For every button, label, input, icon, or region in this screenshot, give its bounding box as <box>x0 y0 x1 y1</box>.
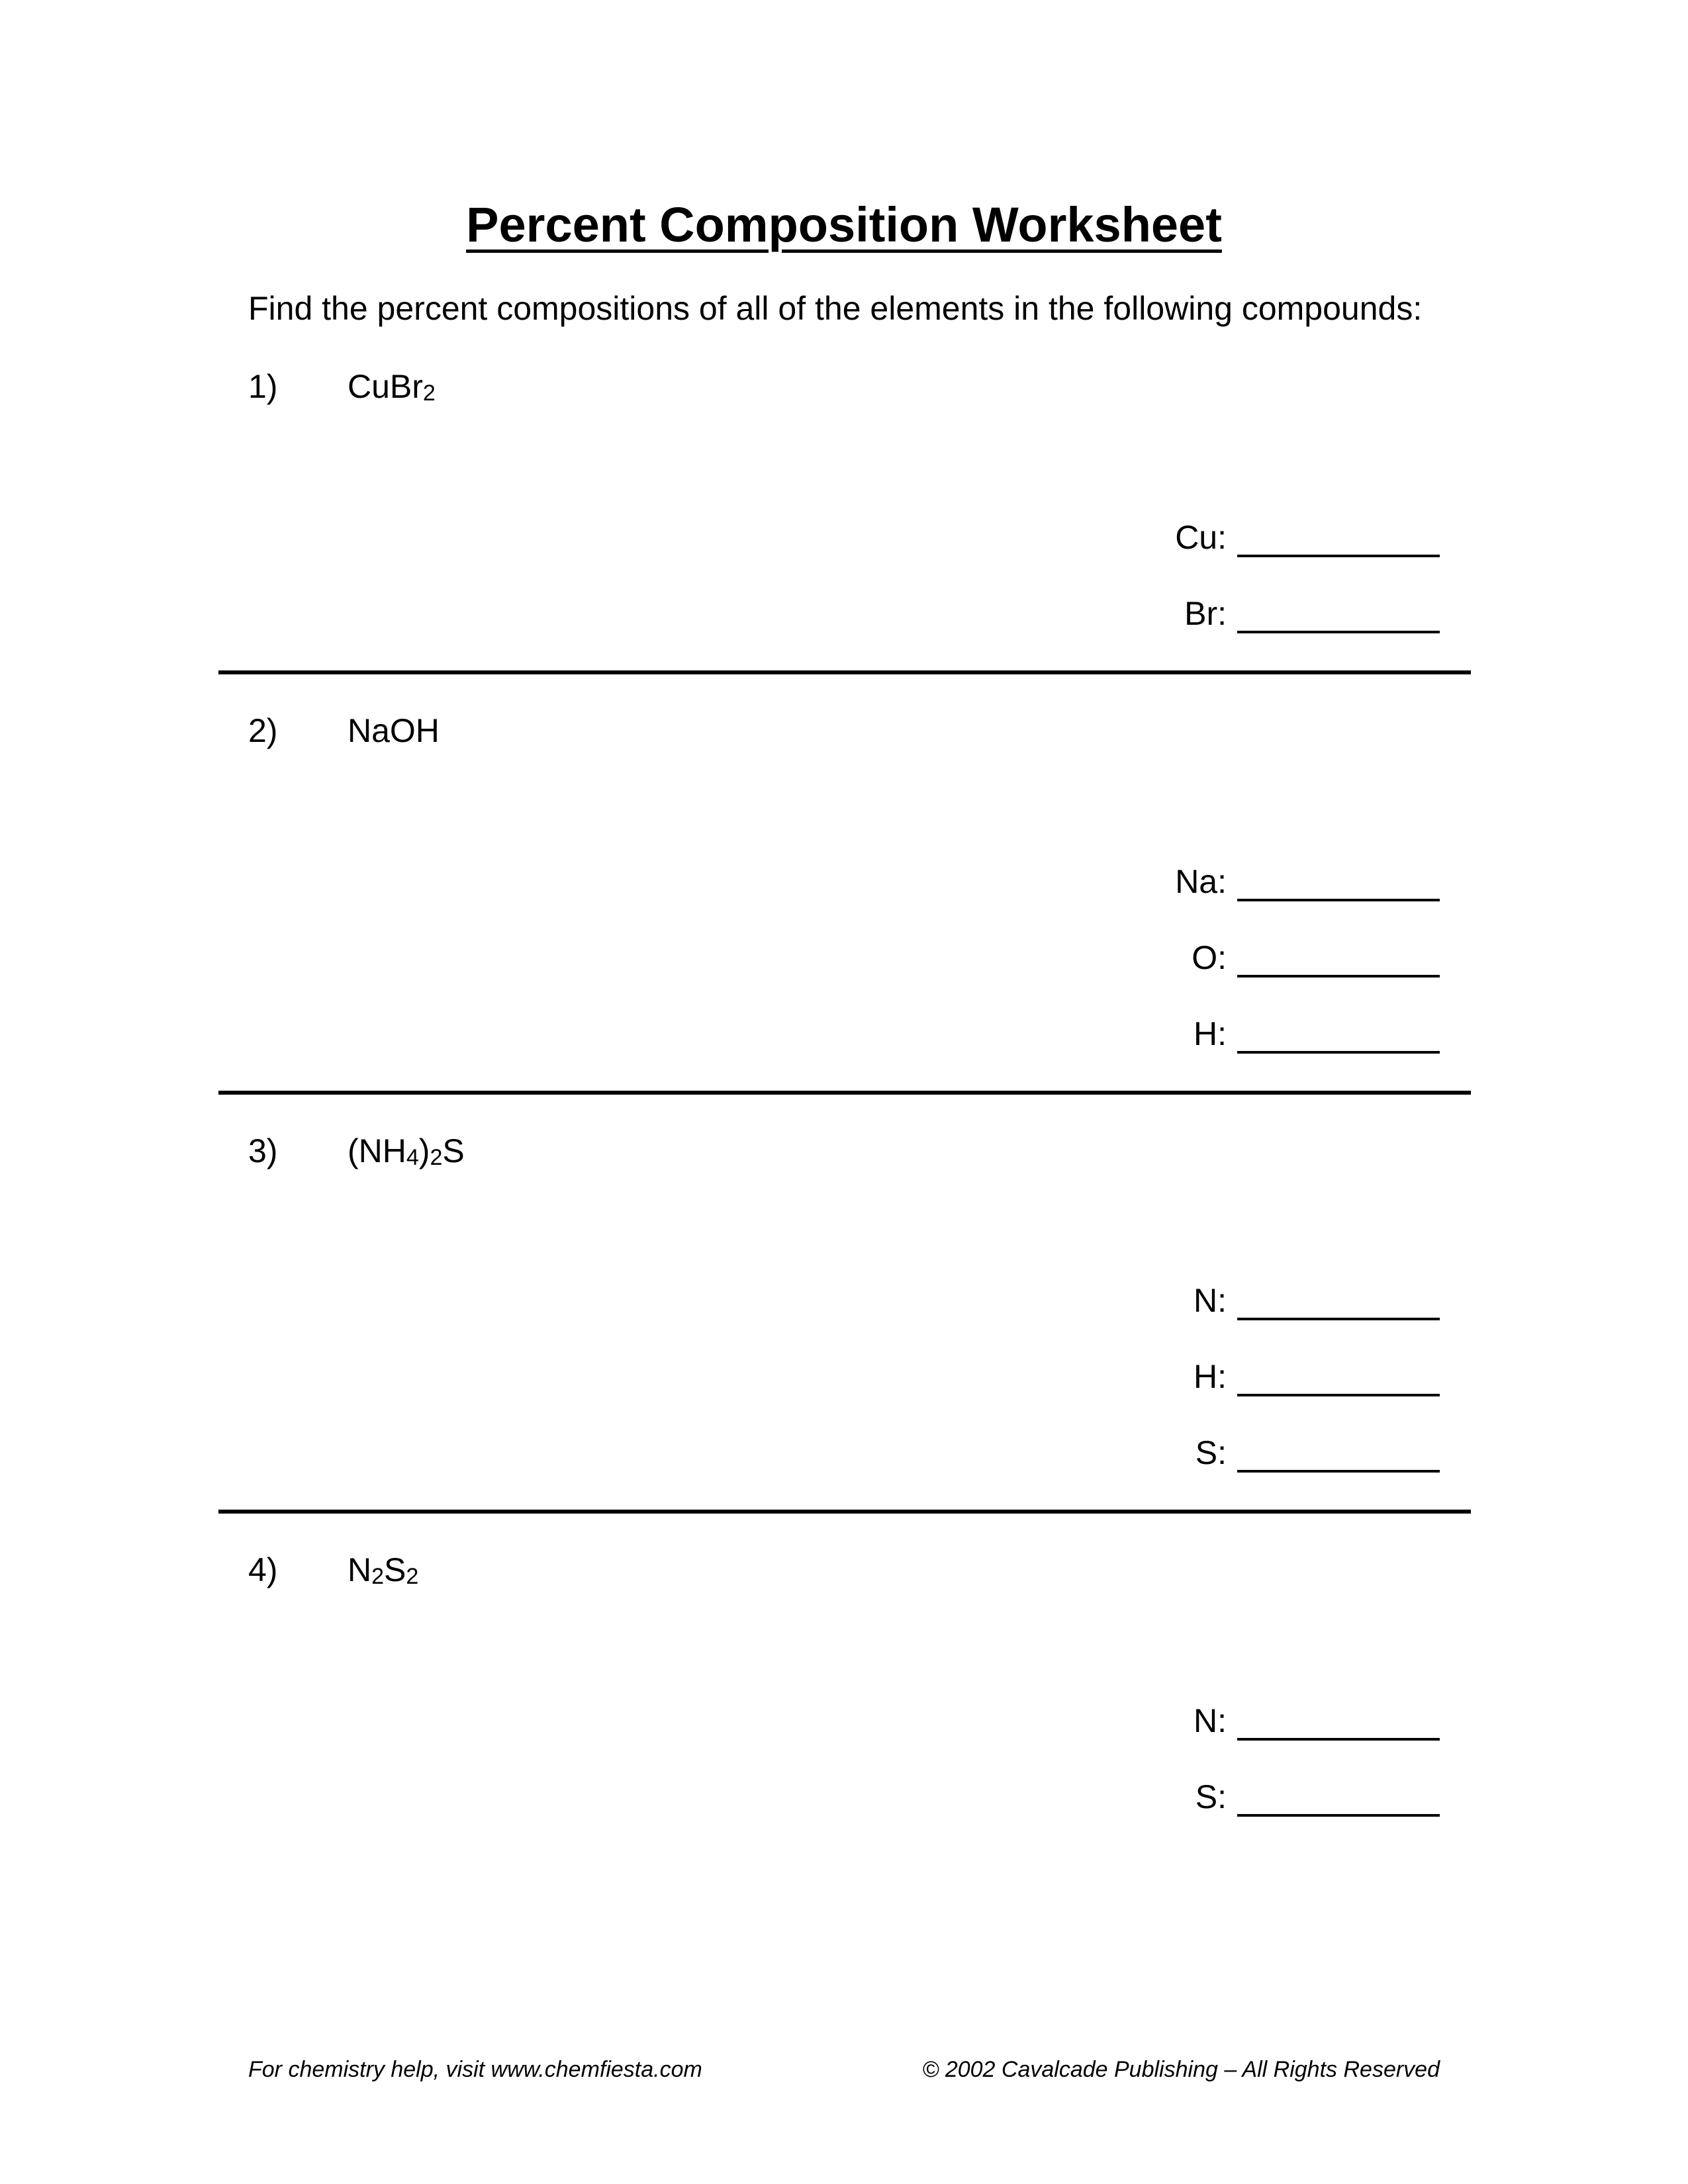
footer-help-text: For chemistry help, visit www.chemfiesta.com <box>248 2057 702 2082</box>
problem-1-formula: CuBr$_2$ <box>348 368 436 406</box>
element-label: S: <box>1195 1434 1227 1471</box>
answer-row <box>1194 1014 1440 1054</box>
answer-blank[interactable] <box>1237 1706 1440 1741</box>
answer-blank[interactable] <box>1237 523 1440 557</box>
answer-blank[interactable] <box>1237 1782 1440 1817</box>
problem-3-number: 3) <box>248 1132 278 1169</box>
problem-2-number: 2) <box>248 712 278 749</box>
element-label: Br: <box>1184 595 1227 632</box>
answer-blank[interactable] <box>1237 1438 1440 1473</box>
problem-4-number: 4) <box>248 1551 278 1588</box>
element-label: H: <box>1194 1015 1227 1052</box>
answer-blank[interactable] <box>1237 1286 1440 1320</box>
answer-row <box>1184 594 1440 633</box>
answer-blank[interactable] <box>1237 1019 1440 1054</box>
footer-copyright: © 2002 Cavalcade Publishing – All Rights Reserved <box>922 2057 1440 2082</box>
answer-row <box>1175 518 1440 557</box>
answer-row <box>1196 1777 1440 1817</box>
answer-row <box>1175 862 1440 901</box>
answer-blank[interactable] <box>1237 943 1440 978</box>
answer-row <box>1194 1701 1440 1741</box>
answer-blank[interactable] <box>1237 867 1440 901</box>
problem-2-formula: NaOH <box>348 712 440 749</box>
element-label: N: <box>1194 1702 1227 1739</box>
problem-3-formula: $(NH_4)_2S$ <box>348 1132 465 1171</box>
section-divider <box>218 670 1471 674</box>
answer-row <box>1194 1281 1440 1320</box>
element-label: Cu: <box>1175 519 1227 556</box>
worksheet-title: Percent Composition Worksheet <box>466 197 1222 252</box>
answer-blank[interactable] <box>1237 599 1440 633</box>
section-divider <box>218 1510 1471 1514</box>
answer-row <box>1192 938 1440 978</box>
element-label: O: <box>1192 939 1227 976</box>
answer-row <box>1194 1357 1440 1396</box>
element-label: N: <box>1194 1282 1227 1319</box>
answer-blank[interactable] <box>1237 1362 1440 1396</box>
instructions: Find the percent compositions of all of the elements in the following compounds: <box>248 290 1423 327</box>
answer-row <box>1196 1433 1440 1473</box>
element-label: S: <box>1195 1778 1227 1815</box>
problem-4-formula: $N_2S_2$ <box>348 1551 419 1590</box>
element-label: H: <box>1194 1358 1227 1395</box>
section-divider <box>218 1091 1471 1095</box>
element-label: Na: <box>1175 863 1227 900</box>
problem-1-number: 1) <box>248 368 278 405</box>
